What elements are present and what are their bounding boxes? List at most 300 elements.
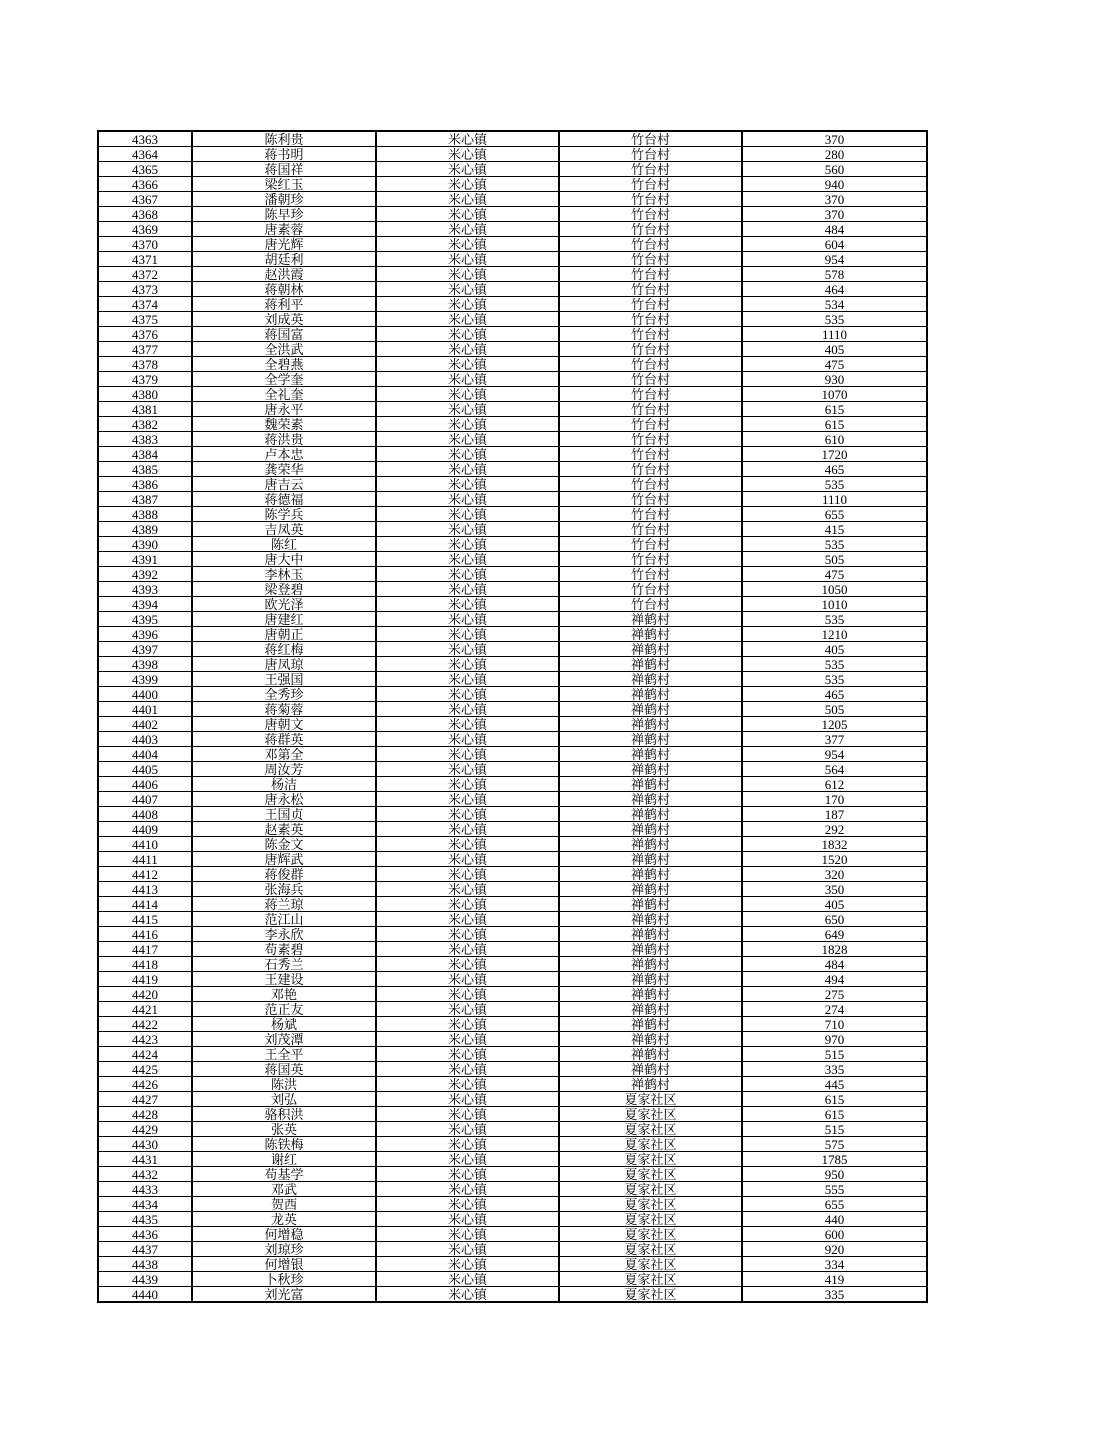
town-cell: 米心镇	[376, 807, 559, 822]
town-cell: 米心镇	[376, 852, 559, 867]
amount-cell: 465	[742, 687, 927, 702]
amount-cell: 920	[742, 1242, 927, 1257]
name-cell: 全秀珍	[192, 687, 376, 702]
town-cell: 米心镇	[376, 477, 559, 492]
table-row	[98, 1002, 927, 1017]
village-cell: 禅鹤村	[559, 912, 742, 927]
town-cell: 米心镇	[376, 732, 559, 747]
table-row	[98, 942, 927, 957]
town-cell: 米心镇	[376, 282, 559, 297]
name-cell: 梁红玉	[192, 177, 376, 192]
table-row	[98, 357, 927, 372]
row-number-cell: 4386	[98, 477, 192, 492]
table-row	[98, 582, 927, 597]
name-cell: 谢红	[192, 1152, 376, 1167]
town-cell: 米心镇	[376, 327, 559, 342]
village-cell: 竹台村	[559, 297, 742, 312]
amount-cell: 280	[742, 147, 927, 162]
name-cell: 何增稳	[192, 1227, 376, 1242]
town-cell: 米心镇	[376, 567, 559, 582]
amount-cell: 1832	[742, 837, 927, 852]
town-cell: 米心镇	[376, 207, 559, 222]
table-row	[98, 627, 927, 642]
table-row	[98, 1257, 927, 1272]
table-row	[98, 702, 927, 717]
amount-cell: 560	[742, 162, 927, 177]
town-cell: 米心镇	[376, 297, 559, 312]
town-cell: 米心镇	[376, 131, 559, 147]
village-cell: 禅鹤村	[559, 1017, 742, 1032]
row-number-cell: 4434	[98, 1197, 192, 1212]
amount-cell: 515	[742, 1122, 927, 1137]
name-cell: 刘琼珍	[192, 1242, 376, 1257]
name-cell: 胡廷利	[192, 252, 376, 267]
village-cell: 禅鹤村	[559, 792, 742, 807]
name-cell: 贺西	[192, 1197, 376, 1212]
row-number-cell: 4394	[98, 597, 192, 612]
village-cell: 禅鹤村	[559, 822, 742, 837]
village-cell: 禅鹤村	[559, 747, 742, 762]
table-row	[98, 312, 927, 327]
village-cell: 禅鹤村	[559, 927, 742, 942]
table-row	[98, 267, 927, 282]
name-cell: 梁登碧	[192, 582, 376, 597]
village-cell: 夏家社区	[559, 1092, 742, 1107]
name-cell: 全洪武	[192, 342, 376, 357]
town-cell: 米心镇	[376, 1242, 559, 1257]
row-number-cell: 4432	[98, 1167, 192, 1182]
town-cell: 米心镇	[376, 552, 559, 567]
village-cell: 夏家社区	[559, 1107, 742, 1122]
village-cell: 夏家社区	[559, 1122, 742, 1137]
row-number-cell: 4433	[98, 1182, 192, 1197]
row-number-cell: 4407	[98, 792, 192, 807]
table-row	[98, 177, 927, 192]
name-cell: 王全平	[192, 1047, 376, 1062]
amount-cell: 370	[742, 207, 927, 222]
amount-cell: 1110	[742, 327, 927, 342]
row-number-cell: 4390	[98, 537, 192, 552]
town-cell: 米心镇	[376, 642, 559, 657]
amount-cell: 1050	[742, 582, 927, 597]
amount-cell: 610	[742, 432, 927, 447]
amount-cell: 1520	[742, 852, 927, 867]
table-row	[98, 192, 927, 207]
town-cell: 米心镇	[376, 657, 559, 672]
village-cell: 竹台村	[559, 597, 742, 612]
amount-cell: 615	[742, 1092, 927, 1107]
table-row	[98, 612, 927, 627]
table-row	[98, 1077, 927, 1092]
name-cell: 蒋利平	[192, 297, 376, 312]
amount-cell: 534	[742, 297, 927, 312]
town-cell: 米心镇	[376, 1122, 559, 1137]
amount-cell: 187	[742, 807, 927, 822]
town-cell: 米心镇	[376, 627, 559, 642]
name-cell: 魏荣素	[192, 417, 376, 432]
name-cell: 陈学兵	[192, 507, 376, 522]
table-row	[98, 522, 927, 537]
town-cell: 米心镇	[376, 1092, 559, 1107]
table-row	[98, 567, 927, 582]
row-number-cell: 4438	[98, 1257, 192, 1272]
row-number-cell: 4416	[98, 927, 192, 942]
village-cell: 夏家社区	[559, 1182, 742, 1197]
village-cell: 竹台村	[559, 131, 742, 147]
name-cell: 范正友	[192, 1002, 376, 1017]
row-number-cell: 4430	[98, 1137, 192, 1152]
amount-cell: 940	[742, 177, 927, 192]
amount-cell: 515	[742, 1047, 927, 1062]
town-cell: 米心镇	[376, 162, 559, 177]
name-cell: 陈洪	[192, 1077, 376, 1092]
name-cell: 范江山	[192, 912, 376, 927]
town-cell: 米心镇	[376, 147, 559, 162]
amount-cell: 615	[742, 402, 927, 417]
name-cell: 蒋俊群	[192, 867, 376, 882]
table-row	[98, 807, 927, 822]
name-cell: 周汝芳	[192, 762, 376, 777]
village-cell: 竹台村	[559, 507, 742, 522]
row-number-cell: 4404	[98, 747, 192, 762]
row-number-cell: 4406	[98, 777, 192, 792]
town-cell: 米心镇	[376, 1032, 559, 1047]
table-row	[98, 1062, 927, 1077]
name-cell: 陈铁梅	[192, 1137, 376, 1152]
row-number-cell: 4379	[98, 372, 192, 387]
amount-cell: 405	[742, 342, 927, 357]
town-cell: 米心镇	[376, 762, 559, 777]
row-number-cell: 4400	[98, 687, 192, 702]
name-cell: 蒋书明	[192, 147, 376, 162]
row-number-cell: 4373	[98, 282, 192, 297]
village-cell: 竹台村	[559, 312, 742, 327]
amount-cell: 555	[742, 1182, 927, 1197]
amount-cell: 615	[742, 417, 927, 432]
table-row	[98, 792, 927, 807]
amount-cell: 650	[742, 912, 927, 927]
row-number-cell: 4428	[98, 1107, 192, 1122]
village-cell: 禅鹤村	[559, 627, 742, 642]
table-row	[98, 1032, 927, 1047]
table-row	[98, 987, 927, 1002]
table-row	[98, 537, 927, 552]
amount-cell: 370	[742, 192, 927, 207]
amount-cell: 600	[742, 1227, 927, 1242]
town-cell: 米心镇	[376, 192, 559, 207]
village-cell: 竹台村	[559, 582, 742, 597]
name-cell: 陈红	[192, 537, 376, 552]
table-row	[98, 417, 927, 432]
amount-cell: 405	[742, 897, 927, 912]
village-cell: 竹台村	[559, 282, 742, 297]
name-cell: 苟素碧	[192, 942, 376, 957]
name-cell: 全碧燕	[192, 357, 376, 372]
name-cell: 何增银	[192, 1257, 376, 1272]
row-number-cell: 4367	[98, 192, 192, 207]
table-row	[98, 1242, 927, 1257]
amount-cell: 484	[742, 957, 927, 972]
town-cell: 米心镇	[376, 402, 559, 417]
town-cell: 米心镇	[376, 432, 559, 447]
name-cell: 吉凤英	[192, 522, 376, 537]
village-cell: 竹台村	[559, 252, 742, 267]
name-cell: 唐大中	[192, 552, 376, 567]
village-cell: 竹台村	[559, 357, 742, 372]
amount-cell: 970	[742, 1032, 927, 1047]
amount-cell: 1720	[742, 447, 927, 462]
amount-cell: 335	[742, 1062, 927, 1077]
village-cell: 竹台村	[559, 537, 742, 552]
row-number-cell: 4422	[98, 1017, 192, 1032]
table-row	[98, 477, 927, 492]
amount-cell: 445	[742, 1077, 927, 1092]
amount-cell: 612	[742, 777, 927, 792]
row-number-cell: 4375	[98, 312, 192, 327]
table-row	[98, 447, 927, 462]
town-cell: 米心镇	[376, 1137, 559, 1152]
name-cell: 全学奎	[192, 372, 376, 387]
row-number-cell: 4418	[98, 957, 192, 972]
row-number-cell: 4414	[98, 897, 192, 912]
village-cell: 夏家社区	[559, 1257, 742, 1272]
town-cell: 米心镇	[376, 822, 559, 837]
name-cell: 唐朝文	[192, 717, 376, 732]
village-cell: 竹台村	[559, 477, 742, 492]
village-cell: 竹台村	[559, 162, 742, 177]
name-cell: 唐建红	[192, 612, 376, 627]
town-cell: 米心镇	[376, 222, 559, 237]
name-cell: 龙英	[192, 1212, 376, 1227]
row-number-cell: 4388	[98, 507, 192, 522]
row-number-cell: 4366	[98, 177, 192, 192]
amount-cell: 475	[742, 357, 927, 372]
village-cell: 禅鹤村	[559, 1077, 742, 1092]
name-cell: 刘成英	[192, 312, 376, 327]
table-row	[98, 492, 927, 507]
name-cell: 陈早珍	[192, 207, 376, 222]
name-cell: 卜秋珍	[192, 1272, 376, 1287]
amount-cell: 1205	[742, 717, 927, 732]
name-cell: 蒋国富	[192, 327, 376, 342]
amount-cell: 335	[742, 1287, 927, 1303]
table-row	[98, 162, 927, 177]
village-cell: 禅鹤村	[559, 942, 742, 957]
town-cell: 米心镇	[376, 507, 559, 522]
table-row	[98, 852, 927, 867]
village-cell: 竹台村	[559, 372, 742, 387]
name-cell: 陈金文	[192, 837, 376, 852]
name-cell: 蒋菊蓉	[192, 702, 376, 717]
town-cell: 米心镇	[376, 462, 559, 477]
table-row	[98, 552, 927, 567]
table-row	[98, 207, 927, 222]
row-number-cell: 4411	[98, 852, 192, 867]
village-cell: 竹台村	[559, 387, 742, 402]
row-number-cell: 4423	[98, 1032, 192, 1047]
row-number-cell: 4372	[98, 267, 192, 282]
name-cell: 石秀兰	[192, 957, 376, 972]
village-cell: 禅鹤村	[559, 987, 742, 1002]
town-cell: 米心镇	[376, 372, 559, 387]
name-cell: 邓艳	[192, 987, 376, 1002]
town-cell: 米心镇	[376, 1182, 559, 1197]
town-cell: 米心镇	[376, 837, 559, 852]
village-cell: 禅鹤村	[559, 882, 742, 897]
amount-cell: 292	[742, 822, 927, 837]
row-number-cell: 4426	[98, 1077, 192, 1092]
row-number-cell: 4435	[98, 1212, 192, 1227]
row-number-cell: 4440	[98, 1287, 192, 1303]
village-cell: 禅鹤村	[559, 837, 742, 852]
town-cell: 米心镇	[376, 1107, 559, 1122]
row-number-cell: 4410	[98, 837, 192, 852]
village-cell: 竹台村	[559, 147, 742, 162]
town-cell: 米心镇	[376, 1197, 559, 1212]
row-number-cell: 4376	[98, 327, 192, 342]
row-number-cell: 4387	[98, 492, 192, 507]
table-body	[98, 131, 927, 1302]
name-cell: 王国贞	[192, 807, 376, 822]
village-cell: 竹台村	[559, 342, 742, 357]
village-cell: 禅鹤村	[559, 972, 742, 987]
village-cell: 夏家社区	[559, 1227, 742, 1242]
table-row	[98, 1092, 927, 1107]
row-number-cell: 4401	[98, 702, 192, 717]
amount-cell: 370	[742, 131, 927, 147]
row-number-cell: 4427	[98, 1092, 192, 1107]
amount-cell: 320	[742, 867, 927, 882]
row-number-cell: 4392	[98, 567, 192, 582]
town-cell: 米心镇	[376, 1272, 559, 1287]
amount-cell: 505	[742, 552, 927, 567]
row-number-cell: 4384	[98, 447, 192, 462]
table-row	[98, 1272, 927, 1287]
row-number-cell: 4378	[98, 357, 192, 372]
town-cell: 米心镇	[376, 612, 559, 627]
name-cell: 李永欣	[192, 927, 376, 942]
town-cell: 米心镇	[376, 357, 559, 372]
village-cell: 竹台村	[559, 462, 742, 477]
amount-cell: 1828	[742, 942, 927, 957]
table-row	[98, 432, 927, 447]
town-cell: 米心镇	[376, 942, 559, 957]
town-cell: 米心镇	[376, 1062, 559, 1077]
village-cell: 竹台村	[559, 207, 742, 222]
row-number-cell: 4424	[98, 1047, 192, 1062]
row-number-cell: 4413	[98, 882, 192, 897]
row-number-cell: 4429	[98, 1122, 192, 1137]
row-number-cell: 4393	[98, 582, 192, 597]
row-number-cell: 4402	[98, 717, 192, 732]
table-row	[98, 1227, 927, 1242]
amount-cell: 655	[742, 1197, 927, 1212]
town-cell: 米心镇	[376, 777, 559, 792]
name-cell: 唐朝正	[192, 627, 376, 642]
row-number-cell: 4385	[98, 462, 192, 477]
name-cell: 蒋洪贵	[192, 432, 376, 447]
row-number-cell: 4395	[98, 612, 192, 627]
town-cell: 米心镇	[376, 522, 559, 537]
table-row	[98, 897, 927, 912]
town-cell: 米心镇	[376, 237, 559, 252]
row-number-cell: 4371	[98, 252, 192, 267]
amount-cell: 334	[742, 1257, 927, 1272]
amount-cell: 350	[742, 882, 927, 897]
town-cell: 米心镇	[376, 582, 559, 597]
table-row	[98, 597, 927, 612]
row-number-cell: 4437	[98, 1242, 192, 1257]
row-number-cell: 4383	[98, 432, 192, 447]
row-number-cell: 4368	[98, 207, 192, 222]
town-cell: 米心镇	[376, 717, 559, 732]
table-row	[98, 1197, 927, 1212]
village-cell: 禅鹤村	[559, 657, 742, 672]
village-cell: 竹台村	[559, 522, 742, 537]
name-cell: 杨洁	[192, 777, 376, 792]
village-cell: 夏家社区	[559, 1137, 742, 1152]
village-cell: 竹台村	[559, 552, 742, 567]
table-row	[98, 882, 927, 897]
village-cell: 竹台村	[559, 432, 742, 447]
table-row	[98, 762, 927, 777]
table-row	[98, 747, 927, 762]
village-cell: 竹台村	[559, 237, 742, 252]
amount-cell: 535	[742, 312, 927, 327]
name-cell: 龚荣华	[192, 462, 376, 477]
town-cell: 米心镇	[376, 1002, 559, 1017]
row-number-cell: 4363	[98, 131, 192, 147]
town-cell: 米心镇	[376, 267, 559, 282]
town-cell: 米心镇	[376, 882, 559, 897]
row-number-cell: 4365	[98, 162, 192, 177]
amount-cell: 578	[742, 267, 927, 282]
amount-cell: 274	[742, 1002, 927, 1017]
village-cell: 夏家社区	[559, 1152, 742, 1167]
row-number-cell: 4377	[98, 342, 192, 357]
amount-cell: 954	[742, 252, 927, 267]
village-cell: 禅鹤村	[559, 717, 742, 732]
row-number-cell: 4364	[98, 147, 192, 162]
amount-cell: 535	[742, 477, 927, 492]
village-cell: 竹台村	[559, 417, 742, 432]
village-cell: 禅鹤村	[559, 852, 742, 867]
village-cell: 夏家社区	[559, 1197, 742, 1212]
village-cell: 禅鹤村	[559, 1002, 742, 1017]
village-cell: 竹台村	[559, 447, 742, 462]
amount-cell: 649	[742, 927, 927, 942]
row-number-cell: 4397	[98, 642, 192, 657]
town-cell: 米心镇	[376, 597, 559, 612]
name-cell: 蒋国英	[192, 1062, 376, 1077]
town-cell: 米心镇	[376, 747, 559, 762]
table-row	[98, 972, 927, 987]
village-cell: 竹台村	[559, 222, 742, 237]
table-row	[98, 1137, 927, 1152]
town-cell: 米心镇	[376, 1257, 559, 1272]
village-cell: 竹台村	[559, 492, 742, 507]
town-cell: 米心镇	[376, 927, 559, 942]
amount-cell: 1210	[742, 627, 927, 642]
amount-cell: 604	[742, 237, 927, 252]
name-cell: 张英	[192, 1122, 376, 1137]
row-number-cell: 4425	[98, 1062, 192, 1077]
village-cell: 夏家社区	[559, 1272, 742, 1287]
table-row	[98, 912, 927, 927]
name-cell: 赵洪霞	[192, 267, 376, 282]
table-row	[98, 372, 927, 387]
row-number-cell: 4431	[98, 1152, 192, 1167]
